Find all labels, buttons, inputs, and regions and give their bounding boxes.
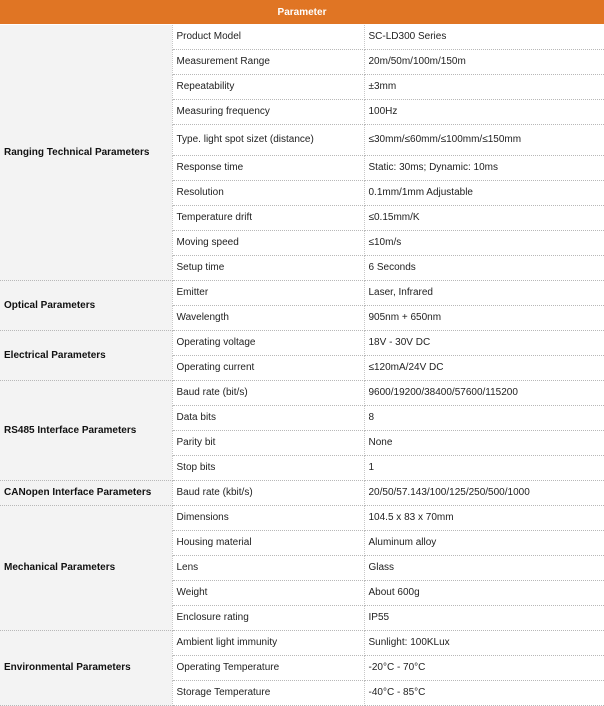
- parameter-value: None: [364, 431, 604, 456]
- parameter-value: Aluminum alloy: [364, 531, 604, 556]
- parameter-name: Stop bits: [172, 456, 364, 481]
- parameter-value: About 600g: [364, 581, 604, 606]
- table-row: [0, 281, 604, 306]
- parameter-value: 905nm + 650nm: [364, 306, 604, 331]
- parameter-value: ±3mm: [364, 75, 604, 100]
- parameter-name: Setup time: [172, 256, 364, 281]
- parameter-value: Static: 30ms; Dynamic: 10ms: [364, 156, 604, 181]
- parameter-name: Operating current: [172, 356, 364, 381]
- parameter-name: Product Model: [172, 25, 364, 50]
- parameter-value: IP55: [364, 606, 604, 631]
- spec-body: [0, 25, 604, 706]
- parameter-value: ≤120mA/24V DC: [364, 356, 604, 381]
- parameter-value: 9600/19200/38400/57600/115200: [364, 381, 604, 406]
- table-row: [0, 506, 604, 531]
- parameter-value: 104.5 x 83 x 70mm: [364, 506, 604, 531]
- parameter-name: Resolution: [172, 181, 364, 206]
- group-label: Ranging Technical Parameters: [0, 25, 172, 281]
- parameter-name: Ambient light immunity: [172, 631, 364, 656]
- parameter-value: ≤0.15mm/K: [364, 206, 604, 231]
- parameter-value: -20°C - 70°C: [364, 656, 604, 681]
- parameter-value: -40°C - 85°C: [364, 681, 604, 706]
- table-row: [0, 381, 604, 406]
- parameter-name: Wavelength: [172, 306, 364, 331]
- group-label: Optical Parameters: [0, 281, 172, 331]
- parameter-name: Housing material: [172, 531, 364, 556]
- parameter-value: Laser, Infrared: [364, 281, 604, 306]
- parameter-name: Repeatability: [172, 75, 364, 100]
- parameter-name: Storage Temperature: [172, 681, 364, 706]
- parameter-name: Baud rate (bit/s): [172, 381, 364, 406]
- parameter-value: 100Hz: [364, 100, 604, 125]
- group-label: RS485 Interface Parameters: [0, 381, 172, 481]
- table-row: [0, 631, 604, 656]
- parameter-value: SC-LD300 Series: [364, 25, 604, 50]
- table-row: [0, 481, 604, 506]
- parameter-name: Response time: [172, 156, 364, 181]
- parameter-name: Moving speed: [172, 231, 364, 256]
- parameter-value: Glass: [364, 556, 604, 581]
- parameter-value: 8: [364, 406, 604, 431]
- parameter-value: ≤10m/s: [364, 231, 604, 256]
- parameter-value: 18V - 30V DC: [364, 331, 604, 356]
- parameter-name: Enclosure rating: [172, 606, 364, 631]
- parameter-name: Parity bit: [172, 431, 364, 456]
- parameter-name: Temperature drift: [172, 206, 364, 231]
- parameter-value: 1: [364, 456, 604, 481]
- parameter-name: Lens: [172, 556, 364, 581]
- group-label: Mechanical Parameters: [0, 506, 172, 631]
- table-header-row: [0, 0, 604, 25]
- parameter-value: ≤30mm/≤60mm/≤100mm/≤150mm: [364, 125, 604, 156]
- parameter-name: Weight: [172, 581, 364, 606]
- parameter-name: Dimensions: [172, 506, 364, 531]
- parameter-value: 6 Seconds: [364, 256, 604, 281]
- group-label: Electrical Parameters: [0, 331, 172, 381]
- parameter-value: Sunlight: 100KLux: [364, 631, 604, 656]
- parameter-name: Type. light spot sizet (distance): [172, 125, 364, 156]
- table-row: [0, 331, 604, 356]
- parameter-value: 20/50/57.143/100/125/250/500/1000: [364, 481, 604, 506]
- parameter-name: Baud rate (kbit/s): [172, 481, 364, 506]
- table-row: [0, 25, 604, 50]
- parameter-name: Measurement Range: [172, 50, 364, 75]
- group-label: CANopen Interface Parameters: [0, 481, 172, 506]
- parameter-value: 20m/50m/100m/150m: [364, 50, 604, 75]
- group-label: Environmental Parameters: [0, 631, 172, 706]
- parameter-name: Data bits: [172, 406, 364, 431]
- parameter-value: 0.1mm/1mm Adjustable: [364, 181, 604, 206]
- parameter-name: Emitter: [172, 281, 364, 306]
- table-title: Parameter: [0, 0, 604, 25]
- parameter-name: Operating Temperature: [172, 656, 364, 681]
- parameter-name: Measuring frequency: [172, 100, 364, 125]
- parameter-name: Operating voltage: [172, 331, 364, 356]
